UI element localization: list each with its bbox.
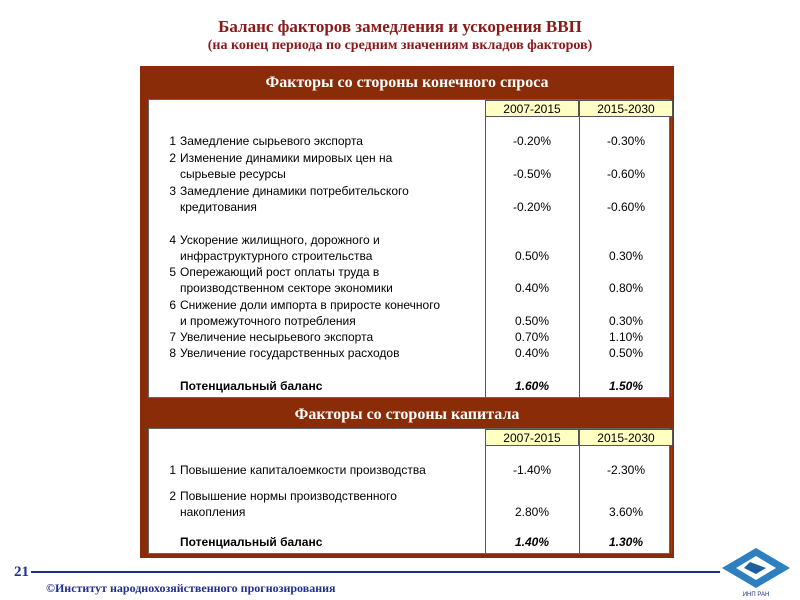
row-value-2007-2015: 0.50% [514, 249, 550, 263]
row-value-2007-2015: 0.40% [514, 281, 550, 295]
row-label: кредитования [180, 200, 257, 214]
row-label: Снижение доли импорта в приросте конечного [180, 298, 440, 312]
row-value-2015-2030: 0.30% [608, 249, 644, 263]
balance-value-2007-2015: 1.40% [514, 535, 550, 549]
row-value-2007-2015: -0.20% [512, 134, 552, 148]
row-label: Повышение капиталоемкости производства [180, 463, 426, 477]
row-label: и промежуточного потребления [180, 314, 356, 328]
row-number: 5 [169, 265, 176, 279]
row-label: инфраструктурного строительства [180, 249, 373, 263]
table-row [149, 265, 669, 280]
row-value-2007-2015: 0.50% [514, 314, 550, 328]
row-value-2015-2030: -0.30% [606, 134, 646, 148]
balance-label: Потенциальный баланс [180, 535, 323, 549]
column-header-2015-2030: 2015-2030 [579, 429, 673, 446]
row-value-2007-2015: -0.50% [512, 167, 552, 181]
row-number: 1 [169, 463, 176, 477]
table-row [149, 298, 669, 313]
page-number: 21 [14, 564, 29, 580]
table-row [149, 233, 669, 248]
row-value-2015-2030: 3.60% [608, 505, 644, 519]
table-row [149, 463, 669, 478]
table-row [149, 281, 669, 296]
table-row [149, 167, 669, 182]
capital-section-heading: Факторы со стороны капитала [294, 406, 520, 423]
balance-row [149, 379, 669, 394]
row-number: 3 [169, 184, 176, 198]
row-number: 7 [169, 330, 176, 344]
row-label: Увеличение государственных расходов [180, 346, 400, 360]
row-label: Замедление динамики потребительского [180, 184, 409, 198]
row-value-2007-2015: 2.80% [514, 505, 550, 519]
table-row [149, 184, 669, 199]
row-label: Изменение динамики мировых цен на [180, 151, 393, 165]
slide-subtitle: (на конец периода по средним значениям вкладов факторов) [207, 38, 593, 53]
inp-ran-logo-icon [720, 546, 792, 598]
copyright-text: ©Институт народнохозяйственного прогнозирования [46, 581, 336, 595]
row-label: Увеличение несырьевого экспорта [180, 330, 374, 344]
balance-value-2015-2030: 1.30% [608, 535, 644, 549]
column-header-2007-2015: 2007-2015 [485, 100, 579, 117]
row-number: 8 [169, 346, 176, 360]
row-label: Повышение нормы производственного [180, 489, 397, 503]
balance-value-2007-2015: 1.60% [514, 379, 550, 393]
table-row [149, 330, 669, 345]
balance-label: Потенциальный баланс [180, 379, 323, 393]
row-value-2015-2030: 0.80% [608, 281, 644, 295]
table-row [149, 346, 669, 361]
row-value-2015-2030: 0.50% [608, 346, 644, 360]
row-value-2015-2030: 1.10% [608, 330, 644, 344]
table-row [149, 505, 669, 520]
row-value-2015-2030: -2.30% [606, 463, 646, 477]
row-label: Ускорение жилищного, дорожного и [180, 233, 380, 247]
row-number: 6 [169, 298, 176, 312]
balance-value-2015-2030: 1.50% [608, 379, 644, 393]
row-label: производственном секторе экономики [180, 281, 393, 295]
row-number: 2 [169, 489, 176, 503]
table-row [149, 249, 669, 264]
column-header-2007-2015: 2007-2015 [485, 429, 579, 446]
table-row [149, 151, 669, 166]
row-value-2015-2030: 0.30% [608, 314, 644, 328]
tables-frame [140, 66, 674, 558]
row-value-2015-2030: -0.60% [606, 200, 646, 214]
row-value-2007-2015: -0.20% [512, 200, 552, 214]
capital-table [148, 428, 670, 554]
row-value-2007-2015: 0.40% [514, 346, 550, 360]
row-value-2015-2030: -0.60% [606, 167, 646, 181]
row-label: сырьевые ресурсы [180, 167, 286, 181]
row-label: Опережающий рост оплаты труда в [180, 265, 380, 279]
demand-table [148, 99, 670, 398]
demand-section-heading: Факторы со стороны конечного спроса [265, 74, 549, 91]
table-row [149, 314, 669, 329]
row-label: накопления [180, 505, 246, 519]
row-number: 1 [169, 134, 176, 148]
column-header-2015-2030: 2015-2030 [579, 100, 673, 117]
balance-row [149, 535, 669, 550]
slide-title: Баланс факторов замедления и ускорения ВВП [218, 17, 582, 36]
table-row [149, 134, 669, 149]
row-number: 4 [169, 233, 176, 247]
row-number: 2 [169, 151, 176, 165]
footer-divider [30, 571, 720, 573]
table-row [149, 489, 669, 504]
row-value-2007-2015: -1.40% [512, 463, 552, 477]
table-row [149, 200, 669, 215]
row-label: Замедление сырьевого экспорта [180, 134, 363, 148]
row-value-2007-2015: 0.70% [514, 330, 550, 344]
logo-text: ИНП РАН [742, 592, 770, 598]
